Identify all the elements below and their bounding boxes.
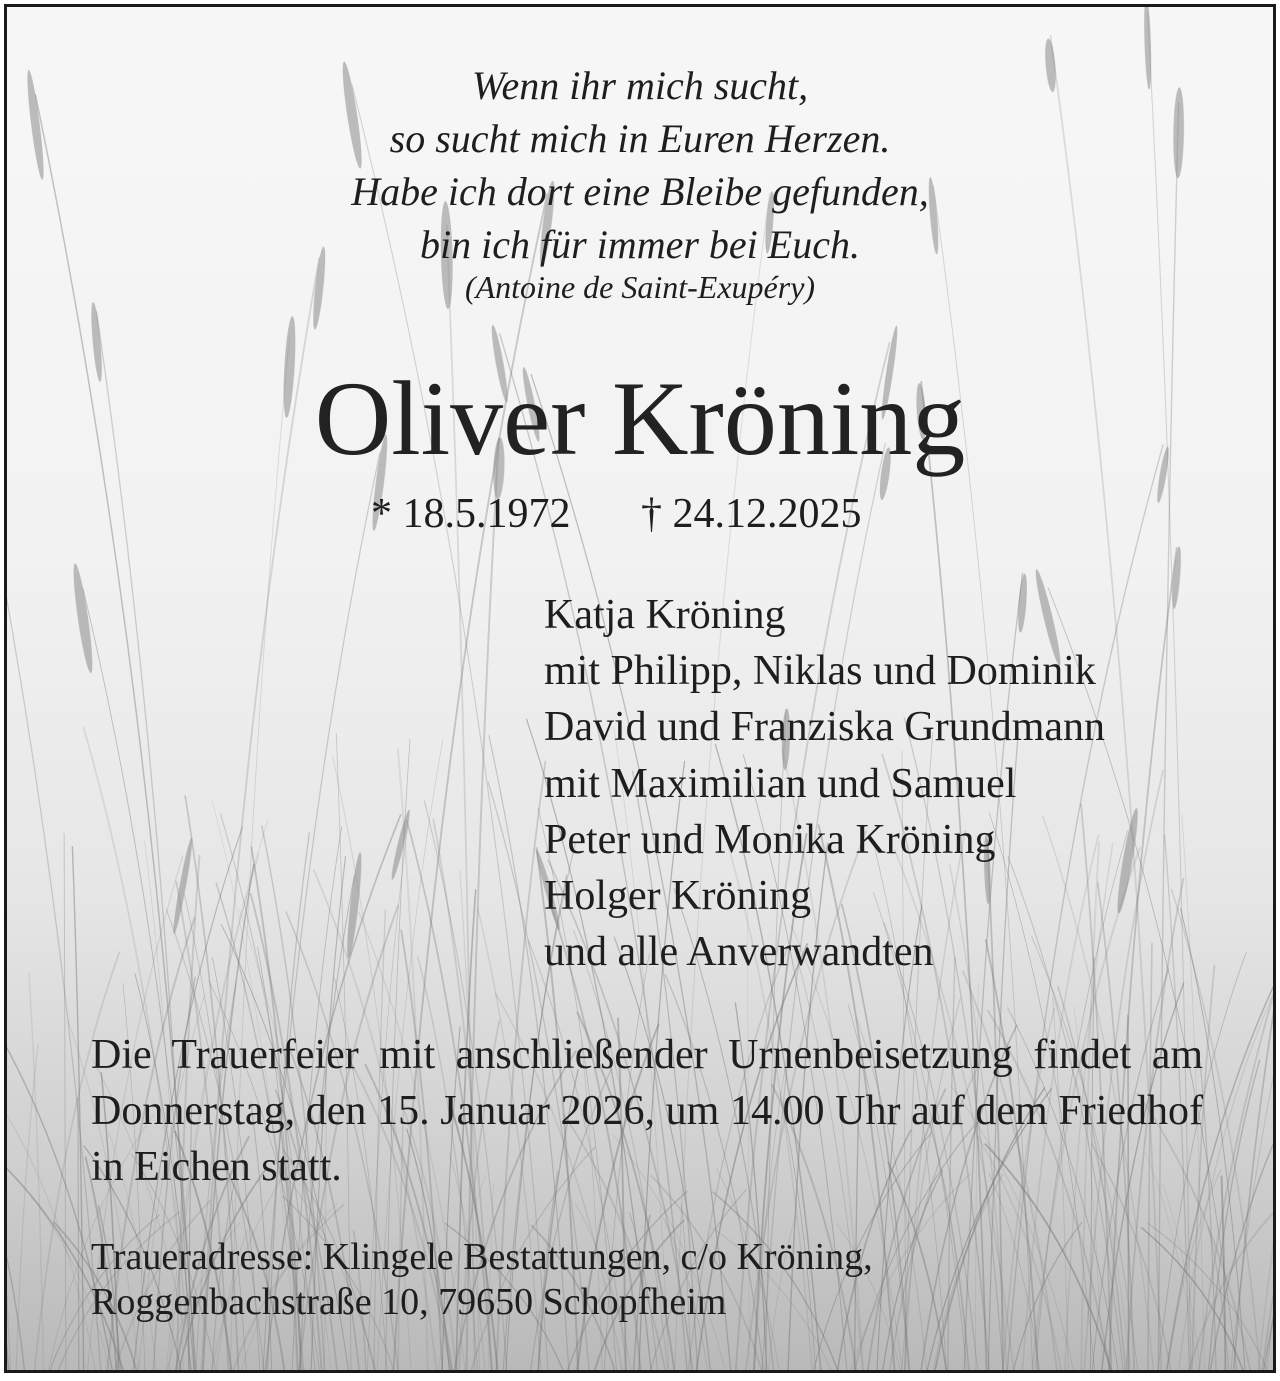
quote-line: so sucht mich in Euren Herzen. bbox=[389, 116, 891, 161]
address-line: Roggenbachstraße 10, 79650 Schopfheim bbox=[91, 1281, 727, 1323]
quote-line: Habe ich dort eine Bleibe gefunden, bbox=[351, 169, 929, 214]
mourner-line: Katja Kröning bbox=[544, 592, 786, 638]
mourner-line: Peter und Monika Kröning bbox=[544, 816, 996, 863]
mourning-address bbox=[91, 1235, 873, 1325]
ceremony-info: Die Trauerfeier mit anschließender Urnenbeisetzung findet am Donnerstag, den 15. Januar 2026, um 14.00 Uhr auf dem Friedhof in Eichen statt. bbox=[91, 1032, 1203, 1190]
life-dates bbox=[371, 489, 862, 539]
quote-author: (Antoine de Saint-Exupéry) bbox=[464, 269, 816, 305]
quote-line: bin ich für immer bei Euch. bbox=[420, 222, 860, 267]
deceased-name: Oliver Kröning bbox=[314, 360, 966, 477]
birth-date: * 18.5.1972 bbox=[371, 491, 571, 537]
death-date: † 24.12.2025 bbox=[641, 491, 862, 537]
address-line: Traueradresse: Klingele Bestattungen, c/o Kröning, bbox=[91, 1236, 873, 1278]
mourner-line: mit Philipp, Niklas und Dominik bbox=[544, 648, 1096, 695]
obituary-notice bbox=[4, 4, 1276, 1373]
quote-line: Wenn ihr mich sucht, bbox=[471, 63, 809, 108]
mourner-line: Holger Kröning bbox=[544, 873, 812, 920]
quote bbox=[7, 59, 1273, 271]
mourner-line: und alle Anverwandten bbox=[544, 929, 934, 976]
mourners-list bbox=[544, 587, 1105, 980]
mourner-line: David und Franziska Grundmann bbox=[544, 704, 1106, 751]
mourner-line: mit Maximilian und Samuel bbox=[544, 760, 1017, 807]
